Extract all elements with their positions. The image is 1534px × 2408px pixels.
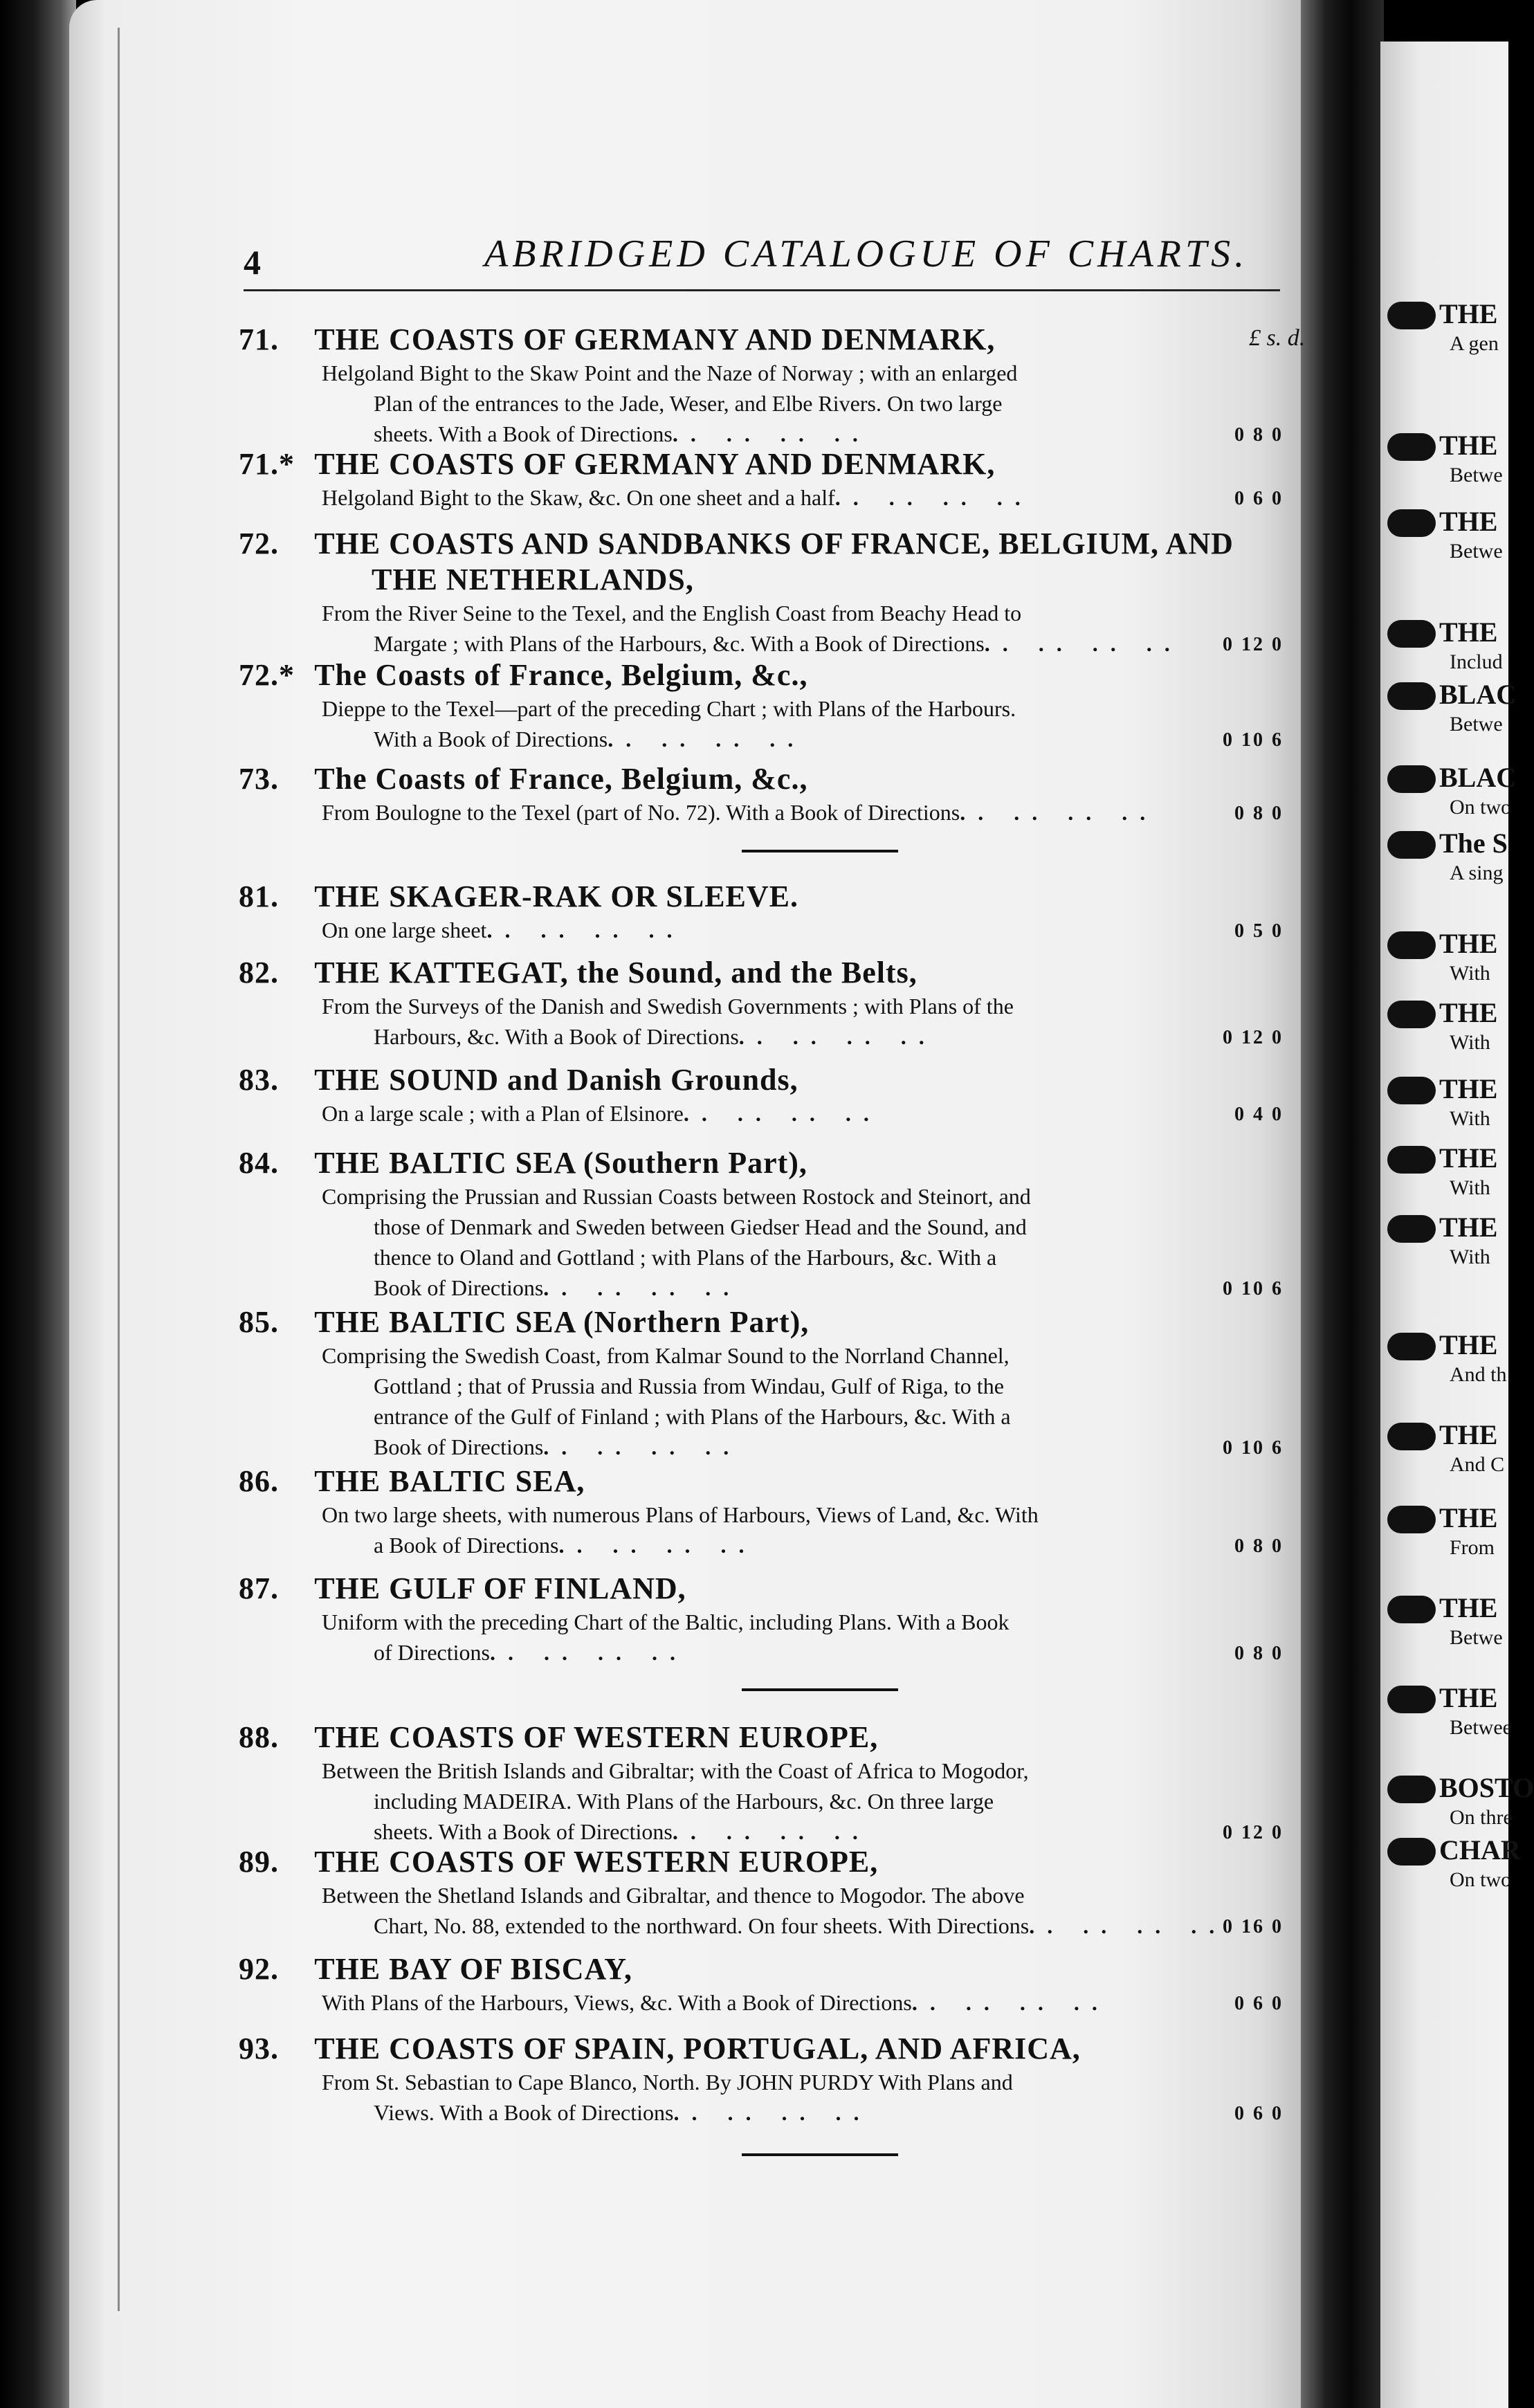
money-column-heading: £ s. d.: [1249, 325, 1306, 351]
entry-title: [239, 1145, 1256, 1181]
entry-number: 87.: [239, 1571, 279, 1605]
facing-entry-description: A gen: [1450, 332, 1499, 355]
entry-title: [239, 2031, 1256, 2067]
chart-entry: [239, 1145, 1284, 1303]
dot-leaders: .. .. .. ..: [558, 1533, 757, 1558]
entry-title-text: THE GULF OF FINLAND,: [307, 1571, 686, 1605]
chart-entry: [239, 879, 1284, 945]
facing-entry-title: THE: [1439, 298, 1498, 329]
facing-entry-number: [1387, 682, 1436, 710]
entry-title-text: The Coasts of France, Belgium, &c.,: [307, 762, 808, 796]
entry-title: [239, 1304, 1256, 1340]
facing-entry-title: THE: [1439, 928, 1498, 959]
entry-title-text: THE COASTS OF WESTERN EUROPE,: [307, 1845, 879, 1879]
dot-leaders: .. .. .. ..: [834, 485, 1033, 510]
entry-number: 93.: [239, 2032, 279, 2065]
entry-title-text: THE KATTEGAT, the Sound, and the Belts,: [307, 956, 917, 989]
dot-leaders: .. .. .. ..: [911, 1990, 1110, 2015]
entry-title-continued: THE NETHERLANDS,: [372, 563, 694, 596]
facing-entry-description: On thre: [1450, 1806, 1513, 1829]
facing-entry-number: [1387, 1776, 1436, 1803]
dot-leaders: .. .. .. ..: [543, 1275, 742, 1300]
facing-entry-title: THE: [1439, 1073, 1498, 1104]
entry-number: 71.: [239, 322, 279, 356]
entry-title-text: THE COASTS OF GERMANY AND DENMARK,: [307, 322, 996, 356]
facing-entry-number: [1387, 1686, 1436, 1713]
entry-description: sheets. With a Book of Directions.. .. .. ..: [239, 1816, 1256, 1847]
facing-entry-description: Betwe: [1450, 464, 1503, 486]
facing-entry-title: CHAR: [1439, 1834, 1521, 1866]
entry-price: 0 6 0: [1234, 488, 1284, 509]
chart-entry: [239, 955, 1284, 1052]
entry-description: Comprising the Swedish Coast, from Kalmar Sound to the Norrland Channel,: [322, 1343, 1010, 1368]
entry-title: [239, 1571, 1256, 1607]
entry-description: From the Surveys of the Danish and Swedish Governments ; with Plans of the: [322, 994, 1014, 1019]
chart-entry: [239, 2031, 1284, 2128]
entry-description: Dieppe to the Texel—part of the preceding Chart ; with Plans of the Harbours.: [322, 696, 1016, 721]
entry-price: 0 8 0: [1234, 803, 1284, 824]
entry-number: 89.: [239, 1845, 279, 1879]
entry-title: [239, 1951, 1256, 1987]
facing-entry-description: On two: [1450, 796, 1512, 819]
entry-title-text: THE BAY OF BISCAY,: [307, 1952, 633, 1986]
entry-description: From the River Seine to the Texel, and the English Coast from Beachy Head to: [322, 601, 1022, 626]
section-divider: [742, 2153, 898, 2156]
chart-entry: [239, 446, 1284, 513]
book-gutter: [1301, 0, 1384, 2408]
book-left-edge: [0, 0, 76, 2408]
entry-title-text: THE SOUND and Danish Grounds,: [307, 1063, 798, 1097]
facing-entry-number: [1387, 931, 1436, 959]
page-number: 4: [244, 243, 261, 282]
entry-price: 0 12 0: [1223, 1027, 1284, 1048]
entry-description: Between the British Islands and Gibraltar; with the Coast of Africa to Mogodor,: [322, 1758, 1029, 1783]
dot-leaders: .. .. .. ..: [683, 1101, 882, 1126]
entry-title: [239, 526, 1256, 562]
facing-entry-title: THE: [1439, 1329, 1498, 1360]
facing-entry-title: BLAC: [1439, 762, 1517, 793]
dot-leaders: .. .. .. ..: [984, 631, 1183, 656]
entry-price: 0 10 6: [1223, 1278, 1284, 1299]
facing-entry-title: THE: [1439, 430, 1498, 461]
entry-description: From St. Sebastian to Cape Blanco, North. By JOHN PURDY With Plans and: [322, 2070, 1013, 2095]
entry-description: Plan of the entrances to the Jade, Weser, and Elbe Rivers. On two large: [374, 391, 1003, 416]
facing-entry-number: [1387, 1146, 1436, 1174]
entry-number: 92.: [239, 1952, 279, 1986]
chart-entry: [239, 1463, 1284, 1560]
entry-description: With Plans of the Harbours, Views, &c. With a Book of Directions.. .. .. ..: [239, 1987, 1256, 2018]
entry-price: 0 10 6: [1223, 729, 1284, 751]
section-divider: [742, 850, 898, 852]
facing-entry-number: [1387, 1077, 1436, 1104]
facing-entry-description: Betwee: [1450, 1716, 1512, 1739]
dot-leaders: .. .. .. ..: [960, 800, 1158, 825]
entry-price: 0 12 0: [1223, 1822, 1284, 1843]
facing-entry-number: [1387, 1506, 1436, 1533]
entry-description: a Book of Directions.. .. .. ..: [239, 1530, 1256, 1560]
entry-title: [239, 446, 1256, 482]
dot-leaders: .. .. .. ..: [608, 727, 806, 751]
facing-page-fragment: [1380, 42, 1534, 2408]
facing-entry-number: [1387, 509, 1436, 537]
facing-entry-title: THE: [1439, 506, 1498, 537]
entry-description: On one large sheet.. .. .. ..: [239, 915, 1256, 945]
entry-title: [239, 879, 1256, 915]
chart-entry: [239, 1062, 1284, 1129]
facing-entry-title: THE: [1439, 617, 1498, 648]
entry-title-text: THE BALTIC SEA,: [307, 1464, 585, 1498]
facing-entry-title: BOSTO: [1439, 1772, 1534, 1803]
entry-title-text: THE BALTIC SEA (Northern Part),: [307, 1305, 810, 1339]
entry-description: Harbours, &c. With a Book of Directions.. .. .. ..: [239, 1021, 1256, 1052]
facing-entry-description: With: [1450, 1031, 1490, 1054]
entry-price: 0 4 0: [1234, 1104, 1284, 1125]
entry-title: [239, 1463, 1256, 1499]
entry-title: [239, 1844, 1256, 1880]
facing-entry-title: THE: [1439, 1592, 1498, 1623]
entry-title: [239, 955, 1256, 991]
entry-description: entrance of the Gulf of Finland ; with Plans of the Harbours, &c. With a: [374, 1404, 1011, 1429]
dot-leaders: .. .. .. ..: [543, 1434, 742, 1459]
entry-description: On a large scale ; with a Plan of Elsinore.. .. .. ..: [239, 1098, 1256, 1129]
entry-number: 83.: [239, 1063, 279, 1097]
facing-entry-description: Includ: [1450, 650, 1503, 673]
facing-entry-number: [1387, 765, 1436, 793]
facing-entry-description: And th: [1450, 1363, 1507, 1386]
entry-price: 0 10 6: [1223, 1437, 1284, 1459]
entry-title-text: THE SKAGER-RAK OR SLEEVE.: [307, 879, 799, 913]
chart-entry: [239, 526, 1284, 659]
facing-entry-description: Betwe: [1450, 540, 1503, 563]
entry-title-text: THE COASTS OF WESTERN EUROPE,: [307, 1720, 879, 1754]
entry-description: Gottland ; that of Prussia and Russia from Windau, Gulf of Riga, to the: [374, 1374, 1004, 1398]
chart-entry: [239, 1844, 1284, 1941]
entry-number: 82.: [239, 956, 279, 989]
dot-leaders: .. .. .. ..: [672, 421, 870, 446]
entry-price: 0 6 0: [1234, 1993, 1284, 2014]
entry-description: Uniform with the preceding Chart of the Baltic, including Plans. With a Book: [322, 1609, 1010, 1634]
facing-entry-title: THE: [1439, 1142, 1498, 1174]
facing-entry-number: [1387, 1423, 1436, 1450]
entry-number: 72.*: [239, 658, 295, 692]
section-divider: [742, 1688, 898, 1691]
dot-leaders: .. .. .. ..: [738, 1024, 937, 1049]
entry-description: Book of Directions.. .. .. ..: [239, 1432, 1256, 1462]
facing-entry-description: Betwe: [1450, 1626, 1503, 1649]
facing-entry-description: With: [1450, 1176, 1490, 1199]
facing-entry-description: And C: [1450, 1453, 1505, 1476]
chart-entry: [239, 761, 1284, 828]
entry-number: 71.*: [239, 447, 295, 481]
entry-number: 84.: [239, 1146, 279, 1180]
entry-title-text: THE COASTS OF GERMANY AND DENMARK,: [307, 447, 996, 481]
facing-entry-description: Betwe: [1450, 713, 1503, 736]
entry-description: including MADEIRA. With Plans of the Harbours, &c. On three large: [374, 1789, 994, 1814]
running-head: ABRIDGED CATALOGUE OF CHARTS.: [484, 232, 1249, 275]
facing-entry-number: [1387, 1333, 1436, 1360]
page-edge-line: [118, 28, 120, 2311]
entry-price: 0 16 0: [1223, 1916, 1284, 1937]
chart-entry: [239, 1720, 1284, 1847]
facing-entry-number: [1387, 302, 1436, 329]
entry-title: [239, 657, 1256, 693]
chart-entry: [239, 1951, 1284, 2018]
entry-description: With a Book of Directions.. .. .. ..: [239, 724, 1256, 754]
chart-entry: [239, 1571, 1284, 1668]
entry-description: Comprising the Prussian and Russian Coasts between Rostock and Steinort, and: [322, 1184, 1031, 1209]
entry-title-text: THE COASTS AND SANDBANKS OF FRANCE, BELGIUM, AND: [307, 527, 1234, 560]
facing-entry-number: [1387, 831, 1436, 859]
dot-leaders: .. .. .. ..: [1029, 1913, 1227, 1938]
entry-number: 81.: [239, 879, 279, 913]
facing-entry-number: [1387, 620, 1436, 648]
entry-price: 0 8 0: [1234, 1535, 1284, 1557]
facing-entry-title: THE: [1439, 1502, 1498, 1533]
facing-entry-number: [1387, 1838, 1436, 1866]
entry-description: thence to Oland and Gottland ; with Plans of the Harbours, &c. With a: [374, 1245, 997, 1270]
facing-entry-title: THE: [1439, 1419, 1498, 1450]
facing-entry-description: From: [1450, 1536, 1495, 1559]
entry-description: sheets. With a Book of Directions.. .. .. ..: [239, 419, 1256, 449]
entry-price: 0 12 0: [1223, 634, 1284, 655]
entry-price: 0 8 0: [1234, 1643, 1284, 1664]
facing-entry-number: [1387, 1215, 1436, 1243]
entry-title: [239, 322, 1256, 358]
entry-description: Chart, No. 88, extended to the northward. On four sheets. With Directions.. .. .. ..: [239, 1910, 1256, 1941]
facing-entry-number: [1387, 1001, 1436, 1028]
facing-entry-title: THE: [1439, 1212, 1498, 1243]
entry-description: From Boulogne to the Texel (part of No. 72). With a Book of Directions.. .. .. ..: [239, 797, 1256, 828]
entry-description: those of Denmark and Sweden between Giedser Head and the Sound, and: [374, 1214, 1027, 1239]
facing-entry-title: BLAC: [1439, 679, 1517, 710]
entry-title-text: THE BALTIC SEA (Southern Part),: [307, 1146, 807, 1180]
facing-entry-title: THE: [1439, 997, 1498, 1028]
entry-title: [239, 1062, 1256, 1098]
dot-leaders: .. .. .. ..: [486, 918, 685, 942]
dot-leaders: .. .. .. ..: [673, 2100, 872, 2125]
entry-number: 72.: [239, 527, 279, 560]
facing-entry-title: The S: [1439, 828, 1508, 859]
entry-price: 0 8 0: [1234, 424, 1284, 446]
facing-entry-number: [1387, 433, 1436, 461]
facing-entry-description: With: [1450, 1246, 1490, 1268]
entry-number: 73.: [239, 762, 279, 796]
header-rule: [244, 289, 1280, 291]
entry-number: 85.: [239, 1305, 279, 1339]
entry-price: 0 5 0: [1234, 920, 1284, 942]
entry-title: [239, 761, 1256, 797]
facing-entry-description: With: [1450, 1107, 1490, 1130]
facing-entry-title: THE: [1439, 1682, 1498, 1713]
entry-number: 86.: [239, 1464, 279, 1498]
entry-description: Margate ; with Plans of the Harbours, &c. With a Book of Directions.. .. .. ..: [239, 628, 1256, 659]
chart-entry: [239, 657, 1284, 754]
facing-entry-description: With: [1450, 962, 1490, 985]
entry-number: 88.: [239, 1720, 279, 1754]
dot-leaders: .. .. .. ..: [489, 1640, 688, 1665]
facing-entry-description: On two: [1450, 1868, 1512, 1891]
entry-description: Views. With a Book of Directions.. .. .. ..: [239, 2097, 1256, 2128]
entry-title-text: THE COASTS OF SPAIN, PORTUGAL, AND AFRICA,: [307, 2032, 1081, 2065]
dot-leaders: .. .. .. ..: [672, 1819, 870, 1844]
entry-price: 0 6 0: [1234, 2103, 1284, 2124]
facing-entry-description: A sing: [1450, 861, 1504, 884]
entry-description: Between the Shetland Islands and Gibraltar, and thence to Mogodor. The above: [322, 1883, 1025, 1908]
facing-entry-number: [1387, 1596, 1436, 1623]
entry-title: [239, 1720, 1256, 1755]
entry-description: of Directions.. .. .. ..: [239, 1637, 1256, 1668]
entry-title-text: The Coasts of France, Belgium, &c.,: [307, 658, 808, 692]
entry-description: Book of Directions.. .. .. ..: [239, 1273, 1256, 1303]
entry-description: Helgoland Bight to the Skaw Point and the Naze of Norway ; with an enlarged: [322, 361, 1018, 385]
chart-entry: [239, 1304, 1284, 1462]
entry-description: On two large sheets, with numerous Plans of Harbours, Views of Land, &c. With: [322, 1502, 1039, 1527]
entry-description: Helgoland Bight to the Skaw, &c. On one sheet and a half.. .. .. ..: [239, 482, 1256, 513]
